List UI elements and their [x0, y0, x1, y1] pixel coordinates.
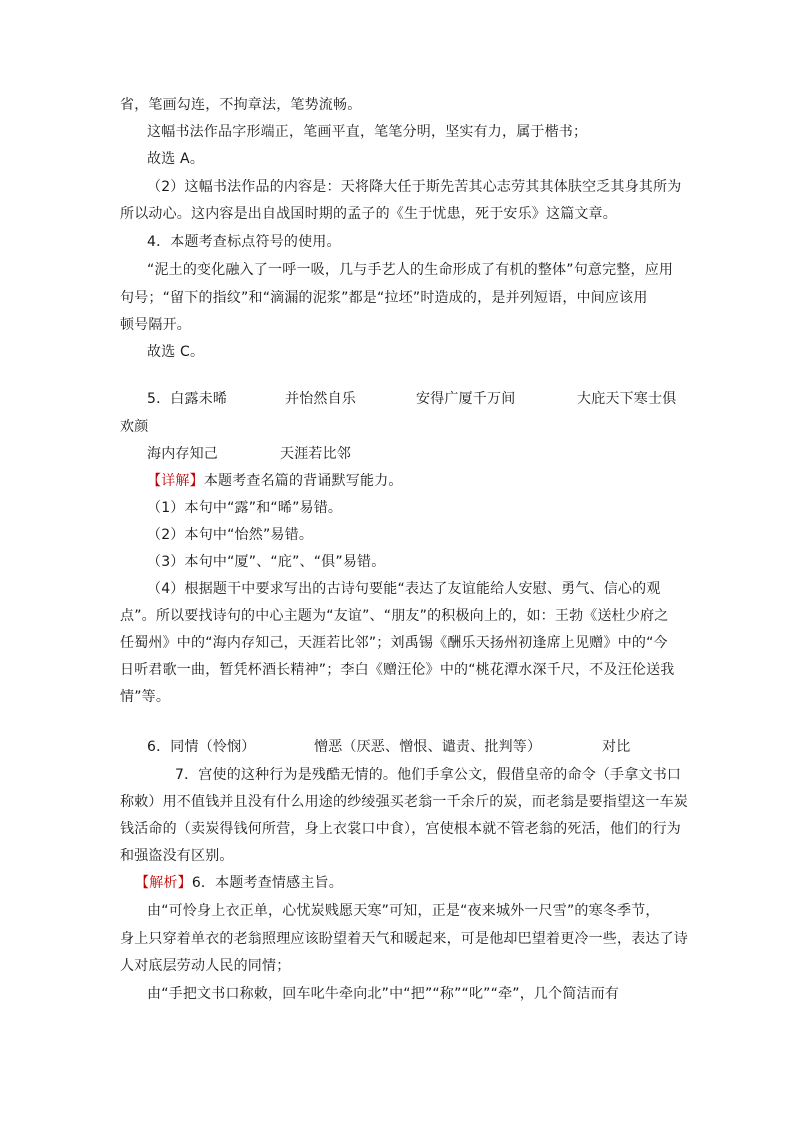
analysis-tag: 【解析】: [135, 875, 192, 891]
text-line: （2）本句中“怡然”易错。: [147, 527, 314, 543]
text-line: “泥土的变化融入了一呼一吸，几与手艺人的生命形成了有机的整体”句意完整，应用: [147, 262, 674, 278]
text-line: 这幅书法作品字形端正，笔画平直，笔笔分明，坚实有力，属于楷书；: [147, 124, 588, 140]
text-line: 情”等。: [120, 689, 171, 705]
text-line: 7．宫使的这种行为是残酷无情的。他们手拿公文，假借皇帝的命令（手拿文书口: [175, 767, 682, 783]
detail-tag: 【详解】: [147, 473, 204, 489]
text-line: （1）本句中“露”和“晞”易错。: [147, 500, 343, 516]
text-line: 和强盗没有区别。: [120, 848, 234, 864]
answer-5-6: 天涯若比邻: [280, 446, 351, 462]
text-line: 欢颜: [120, 419, 149, 435]
answer-6-1: 6．同情（怜悯）: [147, 739, 256, 755]
text-line: [135, 874, 343, 892]
answer-5-2: 并怡然自乐: [285, 391, 356, 407]
answer-row-5: [147, 390, 687, 408]
answer-6-3: 对比: [602, 739, 631, 755]
text-line: 日听君歌一曲，暂凭杯酒长精神”；李白《赠汪伦》中的“桃花潭水深千尺，不及汪伦送我: [120, 662, 675, 678]
text-line: 顿号隔开。: [120, 317, 191, 333]
text-line: 由“可怜身上衣正单，心忧炭贱愿天寒”可知，正是“夜来城外一尺雪”的寒冬季节，: [147, 903, 660, 919]
text-line: 钱活命的（卖炭得钱何所营，身上衣裳口中食），宫使根本就不管老翁的死活，他们的行为: [120, 821, 681, 837]
text-line: 称敕）用不值钱并且没有什么用途的纱绫强买老翁一千余斤的炭，而老翁是要指望这一车炭: [120, 794, 688, 810]
answer-5-1: 5．白露未晞: [147, 391, 228, 407]
answer-6-2: 憎恶（厌恶、憎恨、谴责、批判等）: [314, 739, 542, 755]
text-line: 点”。所以要找诗句的中心主题为“友谊”、“朋友”的积极向上的，如：王勃《送杜少府之: [120, 608, 669, 624]
answer-row-5b: [147, 445, 447, 463]
text-line: [147, 472, 403, 490]
analysis-text: 6．本题考查情感主旨。: [191, 875, 343, 891]
text-line: 句号；“留下的指纹”和“滴漏的泥浆”都是“拉坯”时造成的，是并列短语，中间应该用: [120, 290, 648, 306]
text-line: （3）本句中“厦”、“庇”、“俱”易错。: [147, 554, 386, 570]
text-line: 人对底层劳动人民的同情；: [120, 958, 291, 974]
text-line: 4．本题考查标点符号的使用。: [147, 234, 341, 250]
text-line: （2）这幅书法作品的内容是：天将降大任于斯先苦其心志劳其其体肤空乏其身其所为: [147, 179, 682, 195]
text-line: 身上只穿着单衣的老翁照理应该盼望着天气和暖起来，可是他却巴望着更冷一些，表达了诗: [120, 931, 688, 947]
text-line: （4）根据题干中要求写出的古诗句要能“表达了友谊能给人安慰、勇气、信心的观: [147, 581, 661, 597]
text-line: 所以动心。这内容是出自战国时期的孟子的《生于忧患，死于安乐》这篇文章。: [120, 206, 617, 222]
text-line: 故选 A。: [147, 151, 205, 167]
text-line: 省，笔画勾连，不拘章法，笔势流畅。: [120, 97, 362, 113]
text-line: 由“手把文书口称敕，回车叱牛牵向北”中“把”“称”“叱”“牵”，几个简洁而有: [147, 986, 620, 1002]
answer-row-6: [147, 738, 667, 756]
text-line: 任蜀州》中的“海内存知己，天涯若比邻”；刘禹锡《酬乐天扬州初逢席上见赠》中的“今: [120, 635, 668, 651]
answer-5-4: 大庇天下寒士俱: [577, 391, 677, 407]
text-line: 故选 C。: [147, 344, 205, 360]
detail-text: 本题考查名篇的背诵默写能力。: [203, 473, 403, 489]
answer-5-5: 海内存知己: [147, 446, 218, 462]
answer-5-3: 安得广厦千万间: [416, 391, 516, 407]
